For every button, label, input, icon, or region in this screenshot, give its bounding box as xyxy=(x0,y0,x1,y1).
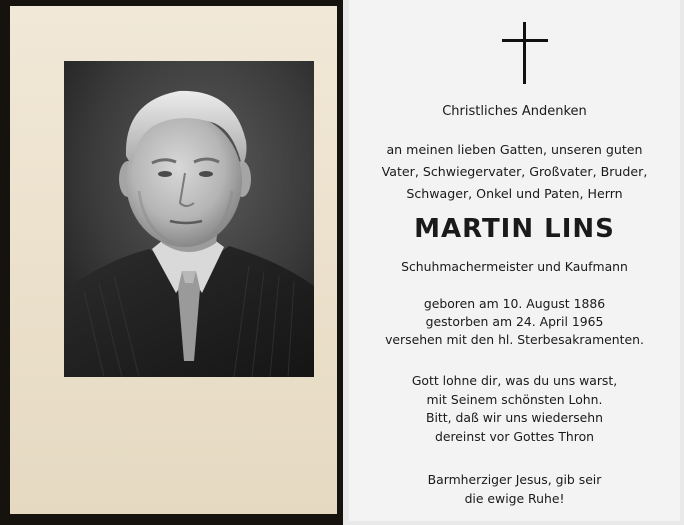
closing-line: die ewige Ruhe! xyxy=(464,490,565,506)
profession: Schuhmachermeister und Kaufmann xyxy=(401,259,628,274)
death-date-line: gestorben am 24. April 1965 xyxy=(425,314,604,329)
deceased-name: MARTIN LINS xyxy=(414,214,615,244)
prayer-line: Gott lohne dir, was du uns warst, xyxy=(411,373,618,388)
portrait-image xyxy=(64,61,314,377)
birth-date-line: geboren am 10. August 1886 xyxy=(423,296,606,311)
closing-prayer xyxy=(349,471,680,508)
photo-card-paper xyxy=(10,6,337,514)
prayer-line: mit Seinem schönsten Lohn. xyxy=(426,391,603,407)
prayer-line: Bitt, daß wir uns wiedersehn xyxy=(425,410,603,425)
prayer-line: dereinst vor Gottes Thron xyxy=(434,428,595,444)
text-card-paper xyxy=(349,0,680,521)
intro-line: Schwager, Onkel und Paten, Herrn xyxy=(406,186,623,201)
closing-line: Barmherziger Jesus, gib seir xyxy=(427,472,602,487)
text-card-frame xyxy=(343,0,684,525)
intro-line: Vater, Schwiegervater, Großvater, Bruder, xyxy=(381,164,648,179)
latin-cross-icon xyxy=(502,22,548,84)
intro-text xyxy=(349,139,680,205)
prayer-verse xyxy=(349,372,680,446)
life-dates xyxy=(349,295,680,349)
intro-line: an meinen lieben Gatten, unseren guten xyxy=(386,142,643,157)
sacraments-line: versehen mit den hl. Sterbesakramenten. xyxy=(385,332,644,347)
card-heading: Christliches Andenken xyxy=(442,104,587,119)
portrait-photo xyxy=(64,61,314,377)
